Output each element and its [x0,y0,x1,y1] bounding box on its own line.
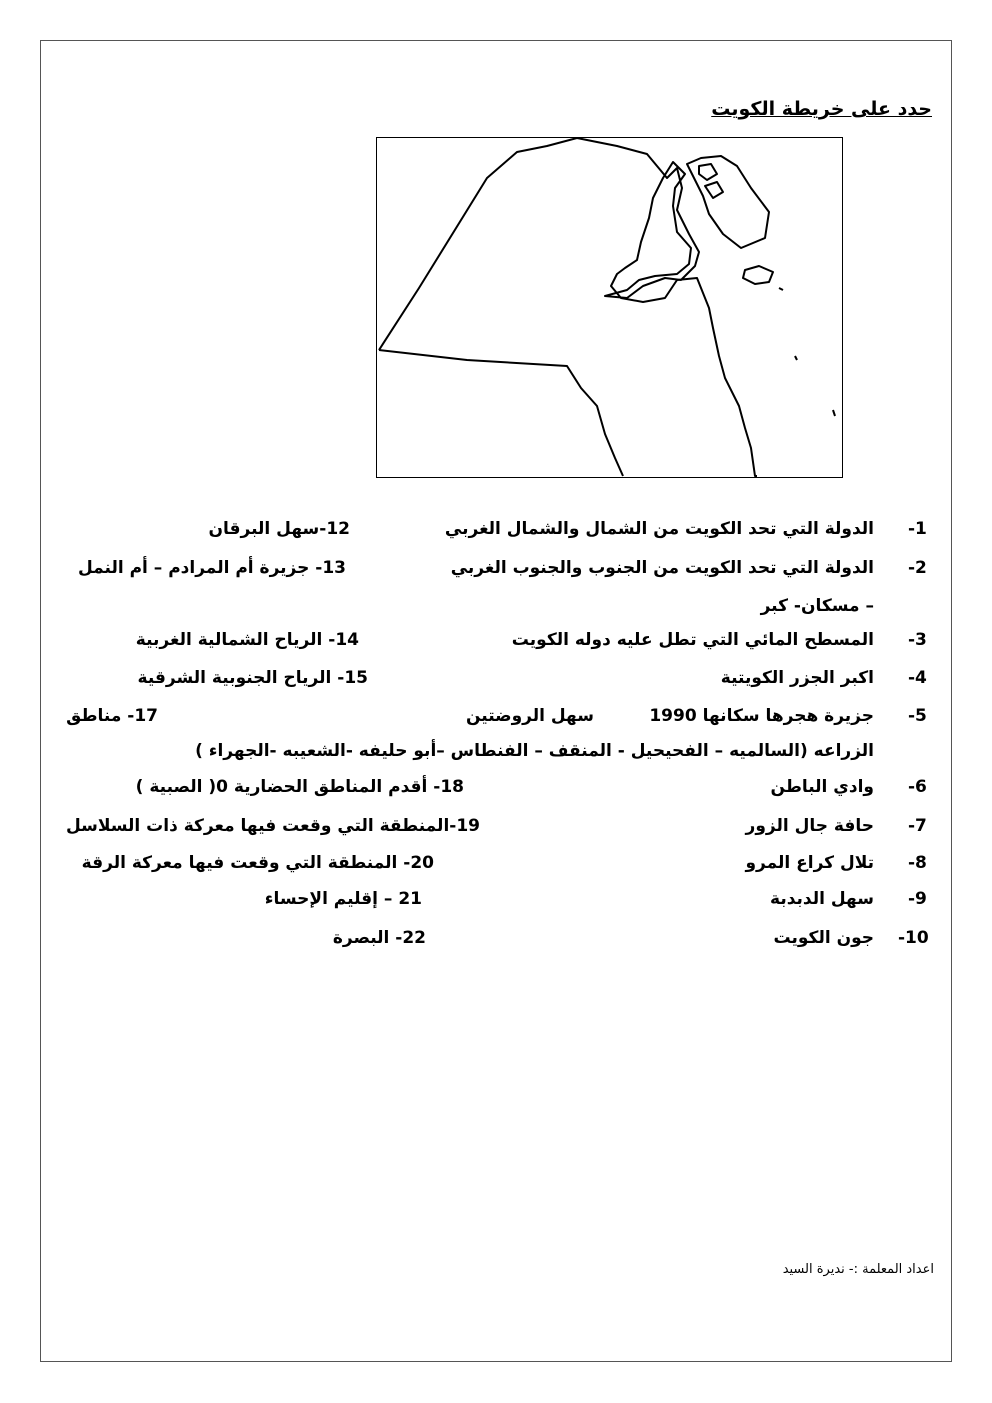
row-8-left-item: 20- المنطقة التي وقعت فيها معركة الرقة [81,853,434,873]
row-5-question: جزيرة هجرها سكانها 1990 [649,706,874,726]
row-3-question: المسطح المائي التي تطل عليه دوله الكويت [511,630,874,650]
row-9-number: -9 [908,889,927,909]
row-10-number: -10 [898,928,929,948]
row-2-left-item: 13- جزيرة أم المرادم – أم النمل [77,558,346,578]
row-6-number: -6 [908,777,927,797]
row-7-left-item: 19-المنطقة التي وقعت فيها معركة ذات السلاسل [65,816,480,836]
row-3-number: -3 [908,630,927,650]
row-5-number: -5 [908,706,927,726]
row-1-number: -1 [908,519,927,539]
row-10-question: جون الكويت [773,928,874,948]
row-5-middle-item: سهل الروضتين [466,706,594,726]
row-6-question: وادي الباطن [770,777,874,797]
row-10-left-item: 22- البصرة [332,928,426,948]
teacher-credit: اعداد المعلمة :- نديرة السيد [782,1262,934,1277]
row-5-continuation: الزراعه (السالميه – الفحيحيل - المنقف – الفنطاس –أبو حليفه -الشعيبه -الجهراء ) [195,741,874,761]
row-2-continuation: – مسكان- كبر [760,596,874,616]
row-2-question: الدولة التي تحد الكويت من الجنوب والجنوب الغربي [450,558,874,578]
row-4-number: -4 [908,668,927,688]
kuwait-map-outline [377,138,842,477]
kuwait-map [376,137,843,478]
row-4-question: اكبر الجزر الكويتية [720,668,874,688]
page-title: حدد على خريطة الكويت [711,98,932,120]
row-8-question: تلال كراع المرو [745,853,874,873]
row-4-left-item: 15- الرياح الجنوبية الشرقية [137,668,368,688]
row-7-question: حافة جال الزور [745,816,874,836]
row-6-left-item: 18- أقدم المناطق الحضارية 0( الصبية ) [135,777,464,797]
row-5-left-item: 17- مناطق [66,706,158,726]
row-9-left-item: 21 – إقليم الإحساء [264,889,422,909]
row-9-question: سهل الدبدبة [770,889,874,909]
row-2-number: -2 [908,558,927,578]
row-3-left-item: 14- الرياح الشمالية الغربية [135,630,359,650]
row-7-number: -7 [908,816,927,836]
row-1-question: الدولة التي تحد الكويت من الشمال والشمال الغربي [444,519,874,539]
row-1-left-item: 12-سهل البرقان [208,519,350,539]
row-8-number: -8 [908,853,927,873]
